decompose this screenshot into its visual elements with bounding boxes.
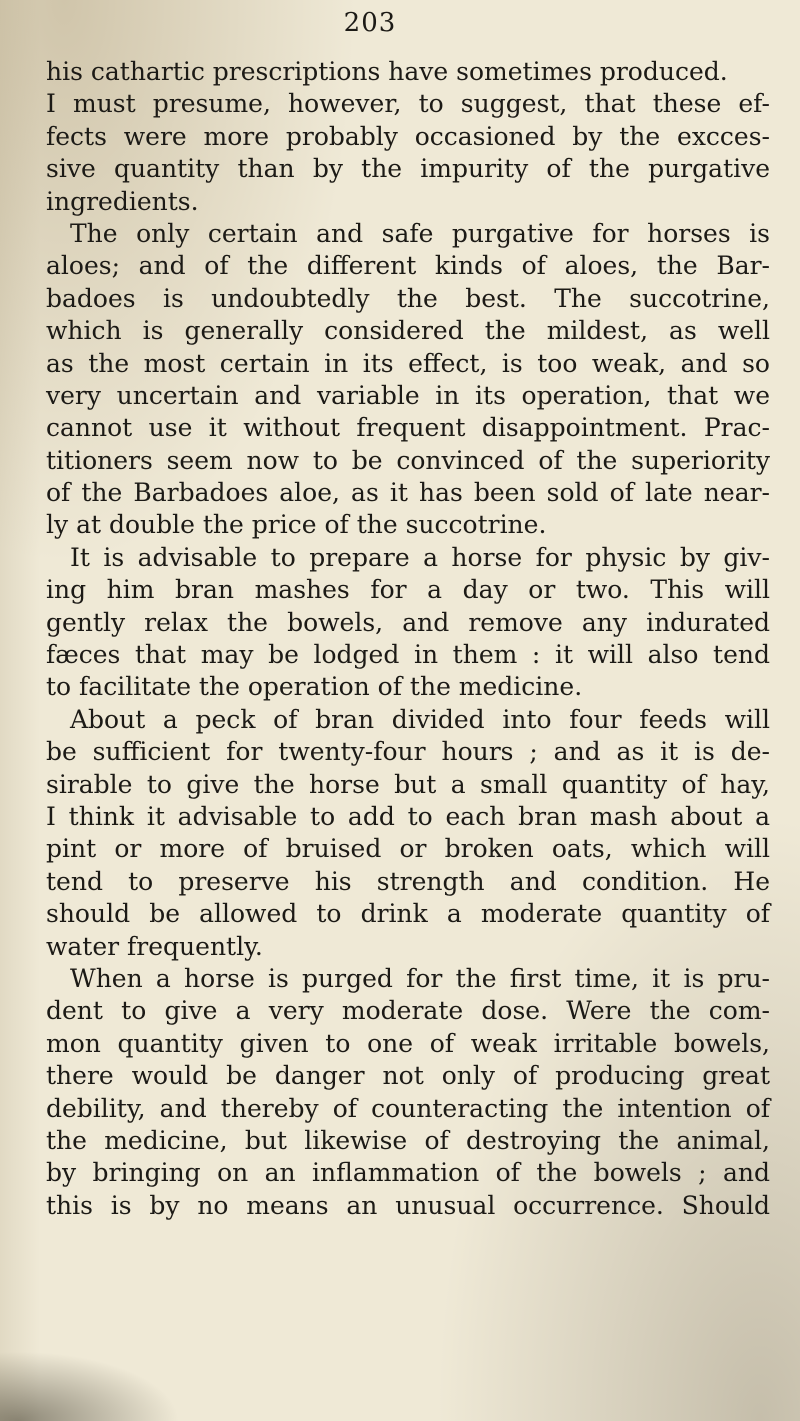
text-line: by bringing on an inflammation of the bowels ; and — [46, 1158, 770, 1188]
text-line: dent to give a very moderate dose. Were the com- — [46, 996, 770, 1026]
text-line: which is generally considered the mildest, as well — [46, 316, 770, 346]
text-line: sive quantity than by the impurity of the purgative — [46, 154, 770, 184]
text-line: sirable to give the horse but a small quantity of hay, — [46, 769, 770, 799]
text-line: It is advisable to prepare a horse for physic by giv- — [70, 542, 770, 572]
text-line: the medicine, but likewise of destroying the animal, — [46, 1125, 770, 1155]
page-number: 203 — [343, 8, 397, 38]
text-line: there would be danger not only of producing great — [46, 1061, 770, 1091]
text-line: pint or more of bruised or broken oats, which will — [46, 834, 770, 864]
page-stain — [0, 1351, 180, 1421]
text-line: this is by no means an unusual occurrence. Should — [46, 1190, 770, 1220]
text-line: tend to preserve his strength and condition. He — [46, 866, 770, 896]
text-line: About a peck of bran divided into four feeds will — [70, 704, 770, 734]
page-header — [0, 8, 800, 38]
text-line: When a horse is purged for the first time, it is pru- — [70, 963, 770, 993]
text-line: to facilitate the operation of the medicine. — [46, 672, 583, 702]
text-line: ingredients. — [46, 186, 199, 216]
body-text — [46, 56, 770, 1222]
text-line: I must presume, however, to suggest, that these ef- — [46, 89, 770, 119]
text-line: The only certain and safe purgative for horses is — [70, 218, 770, 248]
text-line: very uncertain and variable in its operation, that we — [46, 380, 770, 410]
text-line: gently relax the bowels, and remove any indurated — [46, 607, 770, 637]
text-line: titioners seem now to be convinced of the superiority — [46, 445, 770, 475]
text-line: I think it advisable to add to each bran mash about a — [46, 801, 770, 831]
text-line: his cathartic prescriptions have sometimes produced. — [46, 57, 728, 86]
text-line: fæces that may be lodged in them : it will also tend — [46, 640, 770, 670]
text-line: of the Barbadoes aloe, as it has been sold of late near- — [46, 478, 770, 508]
text-line: ly at double the price of the succotrine. — [46, 510, 547, 540]
text-line: water frequently. — [46, 931, 263, 961]
text-line: aloes; and of the different kinds of aloes, the Bar- — [46, 251, 770, 281]
text-line: debility, and thereby of counteracting the intention of — [46, 1093, 770, 1123]
text-line: cannot use it without frequent disappointment. Prac- — [46, 413, 770, 443]
text-line: fects were more probably occasioned by the excces- — [46, 121, 770, 151]
text-line: be sufficient for twenty-four hours ; and as it is de- — [46, 737, 770, 767]
text-line: mon quantity given to one of weak irritable bowels, — [46, 1028, 770, 1058]
text-line: should be allowed to drink a moderate quantity of — [46, 899, 770, 929]
text-line: badoes is undoubtedly the best. The succotrine, — [46, 283, 770, 313]
text-line: as the most certain in its effect, is too weak, and so — [46, 348, 770, 378]
text-line: ing him bran mashes for a day or two. This will — [46, 575, 770, 605]
